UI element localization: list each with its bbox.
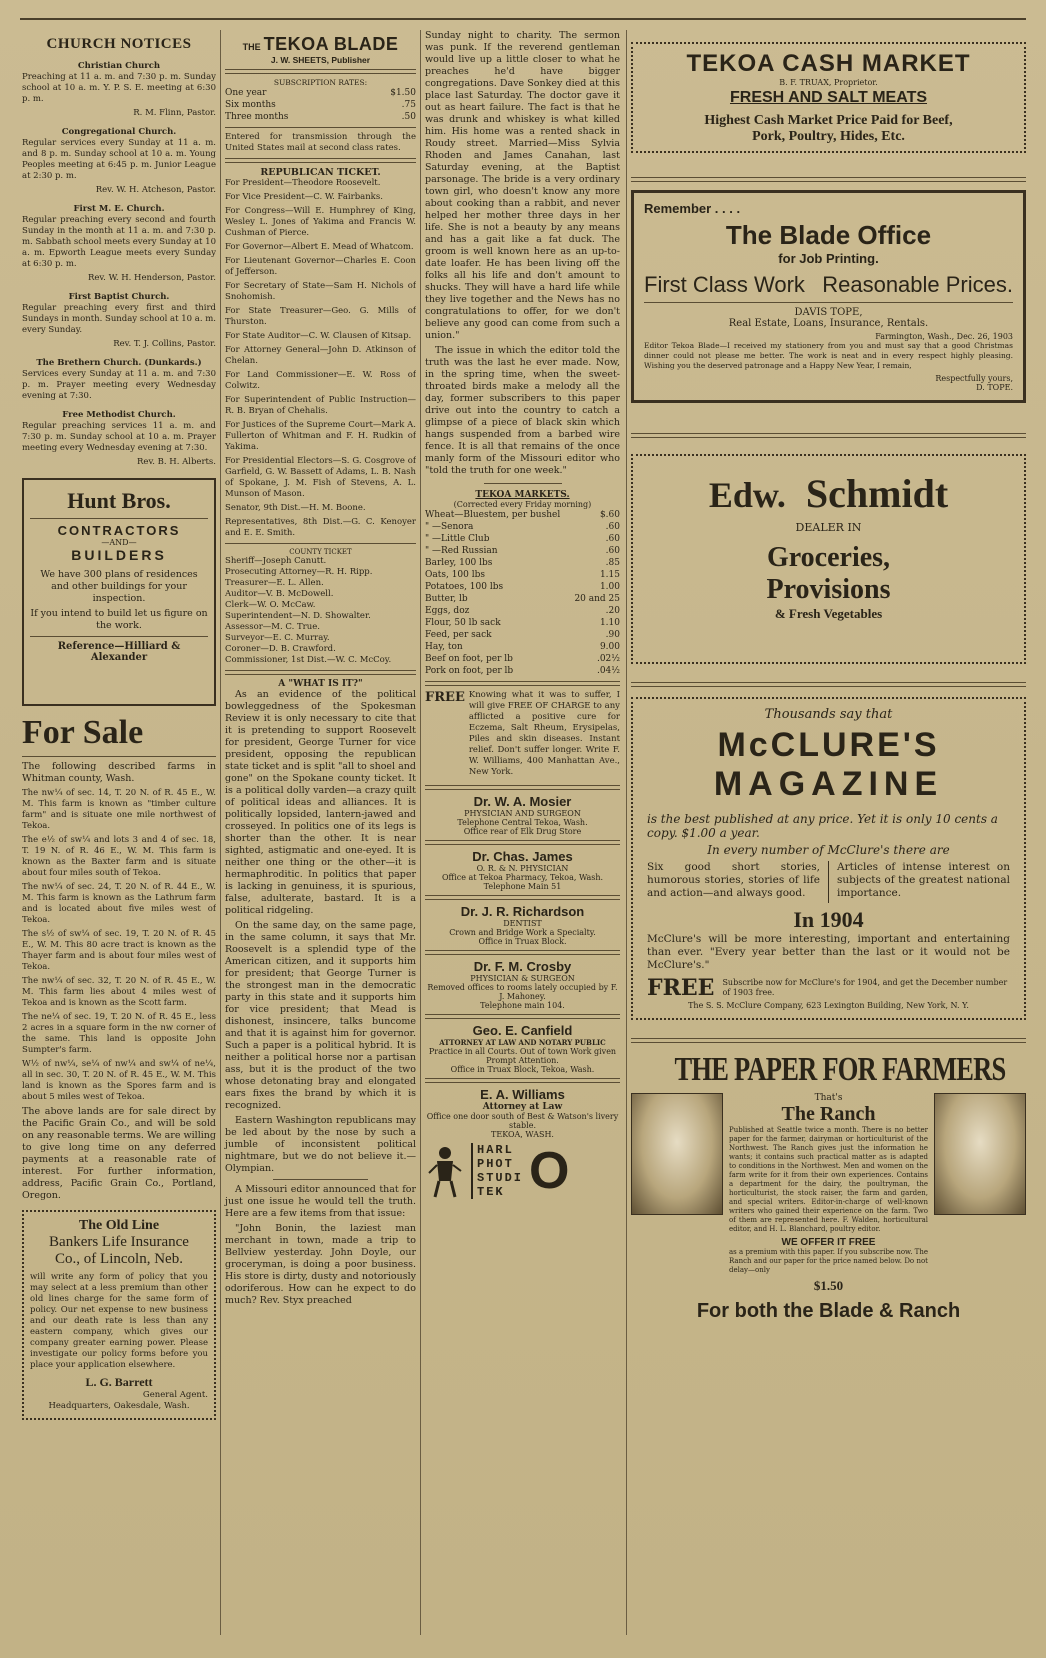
market-row xyxy=(425,581,620,593)
hunt-builders: BUILDERS xyxy=(71,547,167,563)
market-item: Eggs, doz xyxy=(425,606,470,616)
county-line: Prosecuting Attorney—R. H. Ripp. xyxy=(225,567,373,577)
card-line: Crown and Bridge Work a Specialty. xyxy=(449,928,596,937)
card-line: Practice in all Courts. Out of town Work given Prompt Attention. xyxy=(428,1047,617,1065)
church-pastor: Rev. T. J. Collins, Pastor. xyxy=(113,339,216,349)
for-sale-item: W½ of nw¼, se¼ of nw¼ and sw¼ of ne¼, all in sec. 30, T. 20 N. of R. 45 E., W. M. This land is known as the Spores farm and is about 5 miles west of Tekoa. xyxy=(22,1059,216,1102)
divider xyxy=(425,785,620,790)
county-line: Commissioner, 1st Dist.—W. C. McCoy. xyxy=(225,655,392,665)
church-name: Congregational Church. xyxy=(61,127,177,137)
masthead-title: TEKOA BLADE xyxy=(263,34,399,54)
market-row xyxy=(425,617,620,629)
ticket-line: For State Treasurer—Geo. G. Mills of Thurston. xyxy=(225,306,416,327)
column-3 xyxy=(420,30,620,1635)
divider xyxy=(631,433,1026,438)
ticket-line: For Congress—Will E. Humphrey of King, Wesley L. Jones of Yakima and Francis W. Cushman of Pierce. xyxy=(225,206,416,238)
masthead-the: THE xyxy=(242,42,261,52)
photo-line: STUDI xyxy=(477,1171,524,1185)
article-paragraph: Sunday night to charity. The sermon was punk. If the reverend gentleman would live up a little closer to what he preaches he'd have bigger congregations. Dave Sonkey died at this place last Saturday. The doctor gave it out as heart failure. The fact is that he was drunk and whiskey is what killed him. His home was a rented shack in Roudy street. Married—Miss Sylvia Rhoden and James Canahan, last Saturday evening, at the Baptist parsonage. The bride is a very ordinary town girl, who doesn't know any more about cooking than a rabbit, and never helped her mother three days in her life. She is not a beauty by any means and has a gait like a fat duck. The groom is well known here as an up-to-date loafer. He has been living off the folks all his life and don't amount to shucks. They will have a hard life while they live together and the News has no congratulations to offer, for we don't believe any good can come from such a union." xyxy=(425,30,620,341)
schmidt-vegetables: & Fresh Vegetables xyxy=(774,606,883,621)
photo-line: HARL xyxy=(477,1143,514,1157)
for-sale-list xyxy=(22,788,216,1103)
rates-title: SUBSCRIPTION RATES: xyxy=(273,78,368,87)
for-sale-intro: The following described farms in Whitman county, Wash. xyxy=(22,761,216,784)
market-item: " —Red Russian xyxy=(425,546,498,556)
cash-market-title: TEKOA CASH MARKET xyxy=(686,50,971,77)
schmidt-dealer: DEALER IN xyxy=(795,521,862,534)
church-name: Free Methodist Church. xyxy=(62,410,176,420)
entered-notice: Entered for transmission through the United States mail at second class rates. xyxy=(225,132,416,153)
market-row xyxy=(425,533,620,545)
ticket-list xyxy=(225,178,416,539)
church-section xyxy=(22,204,216,284)
card-line: Office rear of Elk Drug Store xyxy=(463,827,582,836)
ticket-line: For Secretary of State—Sam H. Nichols of Snohomish. xyxy=(225,281,416,302)
hunt-body-1: We have 300 plans of residences and other buildings for your inspection. xyxy=(40,569,198,604)
article-paragraph: "John Bonin, the laziest man merchant in town, made a trip to Bellview yesterday. John Doyle, our groceryman, is doing a poor business. His store is dirty, dusty and notoriously odoriferous. How can he expect to do much? Rev. Styx preached xyxy=(225,1223,416,1306)
bankers-title-2: Bankers Life Insurance xyxy=(49,1234,189,1250)
church-body: Regular services every Sunday at 11 a. m. and 8 p. m. Sunday school at 10 a. m. Young Peoples meeting at 6:45 p. m. Junior League at 2:30 p. m. xyxy=(22,138,216,181)
divider xyxy=(273,1179,369,1180)
ticket-line: Representatives, 8th Dist.—G. C. Kenoyer and E. E. Smith. xyxy=(225,517,416,538)
photographer-figure-icon xyxy=(425,1143,465,1199)
mcclure-line-1: is the best published at any price. Yet it is only 10 cents a copy. $1.00 a year. xyxy=(647,812,998,840)
divider xyxy=(225,69,416,74)
card-name: Dr. W. A. Mosier xyxy=(473,794,572,809)
ranch-body: Published at Seattle twice a month. There is no better paper for the farmer, dairyman or horticulturist of the Northwest. The Ranch gives just the information he wants; it contains such practical matter as is adapted to conditions in the Northwest. Men and women on the farm write for it from their own experiences. Contains a department for the dairy, the poultryman, the horticulturist, the stock raiser, the farm and garden, and special writers. Editor-in-charge of well-known writers who gained their experience on the farm. Two of them are represented here. F. Walden, horticultural editor, and H. L. Blanchard, poultry editor. xyxy=(729,1126,928,1233)
ticket-line: For Governor—Albert E. Mead of Whatcom. xyxy=(225,242,414,252)
divider xyxy=(425,1014,620,1019)
card-line: O. R. & N. PHYSICIAN xyxy=(476,864,569,873)
ticket-line: For President—Theodore Roosevelt. xyxy=(225,178,381,188)
hunt-bros-title: Hunt Bros. xyxy=(67,488,171,513)
market-item: Oats, 100 lbs xyxy=(425,570,485,580)
markets-table xyxy=(425,509,620,677)
mcclure-feature-left: Six good short stories, humorous stories, stories of life and action—and always good. xyxy=(647,861,820,899)
ranch-text xyxy=(729,1093,928,1294)
portrait-image xyxy=(631,1093,723,1215)
blade-office-slogan xyxy=(644,272,1013,298)
bankers-title-3: Co., of Lincoln, Neb. xyxy=(55,1251,183,1267)
business-card xyxy=(425,1023,620,1083)
schmidt-name xyxy=(643,470,1014,517)
business-card xyxy=(425,959,620,1019)
rate-price: .75 xyxy=(401,100,416,110)
market-price: .04½ xyxy=(596,666,620,676)
bankers-body: will write any form of policy that you may select at a less premium than other old lines charge for the same form of policy. Our net expense to new business and our death rate is less than any eastern company, which gives our company greater earning power. Please investigate our policy forms before you place your application elsewhere. xyxy=(30,1272,208,1370)
for-sale-outro: The above lands are for sale direct by the Pacific Grain Co., and will be sold on any reasonable terms. We are willing to give long time on any deferred payments at a reasonable rate of interest. For further information, address, Pacific Grain Co., Portland, Oregon. xyxy=(22,1106,216,1201)
divider xyxy=(425,840,620,845)
bankers-life-ad xyxy=(22,1210,216,1420)
ticket-line: For Attorney General—John D. Atkinson of Chelan. xyxy=(225,345,416,366)
photo-line: PHOT xyxy=(477,1157,514,1171)
church-section xyxy=(22,358,216,402)
mcclure-address: The S. S. McClure Company, 623 Lexington Building, New York, N. Y. xyxy=(688,1001,969,1010)
card-name: Dr. F. M. Crosby xyxy=(473,959,572,974)
market-row xyxy=(425,629,620,641)
portrait-image xyxy=(934,1093,1026,1215)
market-item: Butter, lb xyxy=(425,594,468,604)
market-price: $.60 xyxy=(599,510,620,520)
mcclure-free-offer xyxy=(647,975,1010,1001)
divider xyxy=(425,681,620,686)
ticket-title: REPUBLICAN TICKET. xyxy=(260,167,381,178)
ranch-offer: WE OFFER IT FREE xyxy=(781,1237,876,1248)
ticket-line: For Land Commissioner—E. W. Ross of Colwitz. xyxy=(225,370,416,391)
photo-line: TEK xyxy=(477,1185,505,1199)
church-name: The Brethern Church. (Dunkards.) xyxy=(36,358,202,368)
blade-office-ad xyxy=(631,190,1026,403)
divider xyxy=(425,950,620,955)
church-name: First M. E. Church. xyxy=(73,204,165,214)
market-price: .60 xyxy=(605,546,620,556)
ticket-line: For Lieutenant Governor—Charles E. Coon of Jefferson. xyxy=(225,256,416,277)
card-line: Removed offices to rooms lately occupied by F. J. Mahoney. xyxy=(427,983,618,1001)
slogan-right: Reasonable Prices. xyxy=(822,272,1013,297)
mcclure-feature-right: Articles of intense interest on subjects of the greatest national importance. xyxy=(837,861,1010,899)
photo-studio-ad xyxy=(425,1143,620,1199)
market-price: .85 xyxy=(605,558,620,568)
rate-label: Six months xyxy=(225,100,276,110)
divider xyxy=(225,158,416,163)
card-line: DENTIST xyxy=(503,919,542,928)
bankers-hq: Headquarters, Oakesdale, Wash. xyxy=(48,1401,190,1411)
card-line: Telephone main 104. xyxy=(480,1001,565,1010)
market-row xyxy=(425,593,620,605)
business-card xyxy=(425,904,620,955)
market-item: Wheat—Bluestem, per bushel xyxy=(425,510,561,520)
tope-name: DAVIS TOPE, xyxy=(794,307,863,318)
blade-office-title: The Blade Office xyxy=(725,220,932,250)
ranch-title: THE PAPER FOR FARMERS xyxy=(674,1051,1006,1088)
ticket-line: For Vice President—C. W. Fairbanks. xyxy=(225,192,383,202)
mcclure-free: FREE xyxy=(647,975,715,1001)
market-item: Beef on foot, per lb xyxy=(425,654,513,664)
church-name: First Baptist Church. xyxy=(68,292,170,302)
county-line: Coroner—D. B. Crawford. xyxy=(225,644,336,654)
divider xyxy=(225,670,416,675)
hunt-body-2: If you intend to build let us figure on the work. xyxy=(30,608,208,631)
rate-row xyxy=(225,111,416,123)
market-row xyxy=(425,509,620,521)
market-price: .60 xyxy=(605,522,620,532)
ticket-line: For Superintendent of Public Instruction—R. B. Bryan of Chehalis. xyxy=(225,395,416,416)
business-card xyxy=(425,849,620,900)
church-pastor: Rev. B. H. Alberts. xyxy=(137,457,216,467)
column-2 xyxy=(220,30,416,1635)
cash-market-line: Highest Cash Market Price Paid for Beef, xyxy=(704,113,953,128)
for-sale-item: The e½ of sw¼ and lots 3 and 4 of sec. 18, T. 19 N. of R. 46 E., W. M. This farm is known as the Baxter farm and is situate about four miles south of Tekoa. xyxy=(22,835,216,878)
tope-signature: D. TOPE. xyxy=(976,383,1013,392)
business-card xyxy=(425,1087,620,1139)
slogan-left: First Class Work xyxy=(644,272,805,297)
divider xyxy=(225,127,416,128)
ticket-line: Senator, 9th Dist.—H. M. Boone. xyxy=(225,503,366,513)
market-row xyxy=(425,545,620,557)
market-price: .60 xyxy=(605,534,620,544)
church-name: Christian Church xyxy=(77,61,161,71)
card-line: Office at Tekoa Pharmacy, Tekoa, Wash. xyxy=(441,873,604,882)
market-item: Feed, per sack xyxy=(425,630,492,640)
free-text: Knowing what it was to suffer, I will give FREE OF CHARGE to any afflicted a positive cure for Eczema, Salt Rheum, Erysipelas, Piles and skin diseases. Instant relief. Don't suffer longer. Write F. W. Williams, 400 Manhattan Ave., New York. xyxy=(468,690,620,777)
card-line: Office in Truax Block, Tekoa, Wash. xyxy=(450,1065,595,1074)
church-section xyxy=(22,410,216,468)
mcclure-line-2: In every number of McClure's there are xyxy=(707,843,950,857)
divider xyxy=(631,177,1026,182)
blade-remember: Remember . . . . xyxy=(644,201,741,216)
blade-office-subtitle: for Job Printing. xyxy=(778,251,879,266)
church-body: Preaching at 11 a. m. and 7:30 p. m. Sunday school at 10 a. m. Y. P. S. E. meeting at 6:30 p. m. xyxy=(22,72,216,104)
card-name: E. A. Williams xyxy=(480,1087,565,1102)
church-notices-title: CHURCH NOTICES xyxy=(46,36,192,52)
rate-price: $1.50 xyxy=(390,88,416,98)
ticket-line: For State Auditor—C. W. Clausen of Kitsap. xyxy=(225,331,412,341)
top-rule xyxy=(20,18,1026,20)
market-item: " —Senora xyxy=(425,522,474,532)
ticket-line: For Justices of the Supreme Court—Mark A. Fullerton of Whitman and F. H. Rudkin of Yakima. xyxy=(225,420,416,452)
rate-price: .50 xyxy=(401,112,416,122)
church-section xyxy=(22,127,216,196)
card-line: Telephone Main 51 xyxy=(483,882,562,891)
ranch-body-row xyxy=(631,1093,1026,1294)
mcclure-title-1: McCLURE'S xyxy=(717,726,940,764)
for-sale-item: The s½ of sw¼ of sec. 19, T. 20 N. of R. 45 E., W. M. This 80 acre tract is known as the Thayer farm and is about four miles west of Tekoa. xyxy=(22,929,216,972)
mcclure-body: McClure's will be more interesting, important and entertaining than ever. "Every year better than the last or it would not be McClure's." xyxy=(647,933,1010,971)
market-item: Pork on foot, per lb xyxy=(425,666,514,676)
article-paragraph: On the same day, on the same page, in the same column, it says that Mr. Roosevelt is a splendid type of the American citizen, and it supports him for president; that George Turner is the strongest man in the democratic party in this state and it supports him for vice president; that Mead is dishonest, insincere, talks buncome and that it is against him for governor. Such a paper is a political hybrid. It is neither a political horse nor a partisan ass, but it is the product of the two whose detonating bray and elongated ears fixes the brand by which it is recognized. xyxy=(225,920,416,1111)
market-item: " —Little Club xyxy=(425,534,490,544)
mcclure-free-text: Subscribe now for McClure's for 1904, and get the December number of 1903 free. xyxy=(722,978,1008,997)
ranch-thats: That's xyxy=(814,1093,843,1103)
church-notices xyxy=(22,61,216,468)
card-line: Attorney at Law xyxy=(482,1102,563,1112)
rate-label: Three months xyxy=(225,112,289,122)
market-price: 1.15 xyxy=(599,570,620,580)
professional-cards xyxy=(425,794,620,1139)
hunt-contractors: CONTRACTORS xyxy=(57,523,181,538)
cash-market-proprietor: B. F. TRUAX, Proprietor. xyxy=(779,78,878,87)
card-line: TEKOA, WASH. xyxy=(491,1130,554,1139)
divider xyxy=(631,682,1026,687)
market-item: Potatoes, 100 lbs xyxy=(425,582,504,592)
business-card xyxy=(425,794,620,845)
divider xyxy=(425,1078,620,1083)
article-paragraph: A Missouri editor announced that for just one issue he would tell the truth. Here are a few items from that issue: xyxy=(225,1184,416,1219)
market-row xyxy=(425,641,620,653)
tope-close: Respectfully yours, xyxy=(935,374,1013,383)
tope-dateline: Farmington, Wash., Dec. 26, 1903 xyxy=(875,332,1013,341)
card-line: Telephone Central Tekoa, Wash. xyxy=(457,818,588,827)
column-1 xyxy=(22,30,216,1635)
bankers-title-1: The Old Line xyxy=(78,1218,160,1233)
county-line: Assessor—M. C. True. xyxy=(225,622,320,632)
divider xyxy=(22,756,216,757)
cash-market-subtitle: FRESH AND SALT MEATS xyxy=(729,89,928,106)
market-row xyxy=(425,665,620,677)
cash-market-ad xyxy=(631,42,1026,153)
ranch-both: For both the Blade & Ranch xyxy=(696,1300,961,1322)
bankers-agent: L. G. Barrett xyxy=(85,1375,153,1389)
mcclure-ad xyxy=(631,697,1026,1020)
ranch-ad xyxy=(631,1051,1026,1323)
free-label: FREE xyxy=(425,690,465,705)
schmidt-first: Edw. xyxy=(708,475,786,515)
rate-row xyxy=(225,87,416,99)
county-list xyxy=(225,556,416,666)
divider xyxy=(828,861,829,903)
card-line: PHYSICIAN AND SURGEON xyxy=(464,809,581,818)
county-line: Surveyor—E. C. Murray. xyxy=(225,633,330,643)
market-item: Flour, 50 lb sack xyxy=(425,618,501,628)
church-body: Regular preaching every first and third Sundays in month. Sunday school at 10 a. m. every Sunday. xyxy=(22,303,216,335)
cash-market-line: Pork, Poultry, Hides, Etc. xyxy=(752,129,905,144)
card-line: ATTORNEY AT LAW AND NOTARY PUBLIC xyxy=(439,1038,606,1047)
market-price: .02½ xyxy=(596,654,620,664)
divider xyxy=(225,543,416,544)
market-price: .20 xyxy=(605,606,620,616)
for-sale-title: For Sale xyxy=(22,714,144,751)
divider xyxy=(30,636,208,637)
county-title: COUNTY TICKET xyxy=(289,548,352,556)
tope-letter: Editor Tekoa Blade—I received my stationery from you and must say that a good Christmas dinner could not please me better. The work is neat and in every respect highly pleasing. Wishing you the deserved patronage and a Happy New Year, I remain, xyxy=(644,341,1013,370)
market-price: 9.00 xyxy=(599,642,620,652)
market-item: Hay, ton xyxy=(425,642,463,652)
mcclure-features xyxy=(647,861,1010,903)
schmidt-groceries: Groceries, xyxy=(766,542,891,573)
photo-big-letter: O xyxy=(529,1142,570,1200)
rate-row xyxy=(225,99,416,111)
ranch-name: The Ranch xyxy=(781,1103,876,1125)
county-line: Sheriff—Joseph Canutt. xyxy=(225,556,327,566)
for-sale-item: The nw¼ of sec. 32, T. 20 N. of R. 45 E., W. M. This farm lies about 4 miles west of Tekoa and is known as the Scott farm. xyxy=(22,976,216,1008)
schmidt-last: Schmidt xyxy=(805,471,949,516)
county-line: Treasurer—E. L. Allen. xyxy=(225,578,324,588)
for-sale-item: The ne¼ of sec. 19, T. 20 N. of R. 45 E., less 2 acres in a square form in the nw corner of the same. This land is opposite John Sumpter's farm. xyxy=(22,1012,216,1055)
card-line: PHYSICIAN & SURGEON xyxy=(470,974,575,983)
bankers-agent-title: General Agent. xyxy=(142,1390,208,1400)
article-paragraph: As an evidence of the political bowleggedness of the Spokesman Review it is only necessary to cite that it is pretending to support Roosevelt for president, George Turner for vice president, opposing the republican state ticket and is split "all to shoel and gone" on the Spokane county ticket. It is a political dolly varden—a crazy quilt of political ideas and alliances. It is politically lopsided, lantern-jawed and crosseyed. In politics one of its legs is shorter than the other. It is near sighted, astigmatic and one-eyed. It is neither one thing or the other—it is hermaphroditic. In politics that paper is lacking in genuiness, it is spurious, false, adulterate, bastard. It is a political ridgeling. xyxy=(225,689,416,916)
masthead xyxy=(225,34,416,55)
free-cure-ad xyxy=(425,690,620,781)
card-name: Dr. Chas. James xyxy=(472,849,573,864)
church-body: Services every Sunday at 11 a. m. and 7:30 p. m. Prayer meeting every Wednesday evening at 7:30. xyxy=(22,369,216,401)
article-paragraph: Eastern Washington republicans may be led about by the nose by such a jumble of inconsistent political nightmare, but we do not believe it.—Olympian. xyxy=(225,1115,416,1174)
divider xyxy=(484,483,562,484)
photo-studio-text xyxy=(471,1143,523,1199)
for-sale-item: The nw¼ of sec. 14, T. 20 N. of R. 45 E., W. M. This farm is known as "timber culture farm" and is situate one mile northwest of Tekoa. xyxy=(22,788,216,831)
card-line: Office in Truax Block. xyxy=(478,937,567,946)
divider xyxy=(30,518,208,519)
church-pastor: R. M. Flinn, Pastor. xyxy=(133,108,216,118)
card-line: Office one door south of Best & Watson's livery stable. xyxy=(426,1112,619,1130)
mcclure-title-2: MAGAZINE xyxy=(713,765,944,803)
card-name: Dr. J. R. Richardson xyxy=(460,904,585,919)
church-section xyxy=(22,61,216,119)
church-pastor: Rev. W. H. Henderson, Pastor. xyxy=(87,273,216,283)
church-section xyxy=(22,292,216,350)
schmidt-ad xyxy=(631,454,1026,664)
divider xyxy=(425,895,620,900)
church-body: Regular preaching every second and fourth Sunday in the month at 11 a. m. and 7:30 p. m. Sabbath school meets every Sunday at 10 a. m. Epworth League meets every Sunday at 6:30 p. m. xyxy=(22,215,216,269)
market-row xyxy=(425,557,620,569)
divider xyxy=(631,1038,1026,1043)
hunt-reference: Reference—Hilliard & Alexander xyxy=(57,641,181,663)
market-price: 1.10 xyxy=(599,618,620,628)
rate-label: One year xyxy=(225,88,267,98)
hunt-bros-ad xyxy=(22,478,216,706)
what-is-it-title: A "WHAT IS IT?" xyxy=(278,679,363,689)
market-row xyxy=(425,569,620,581)
ranch-offer-text: as a premium with this paper. If you subscribe now. The Ranch and our paper for the price named below. Do not delay—only xyxy=(729,1248,928,1274)
church-body: Regular preaching services 11 a. m. and 7:30 p. m. Sunday school at 10 a. m. Prayer meeting every Wednesday evening at 7:30. xyxy=(22,421,216,453)
market-item: Barley, 100 lbs xyxy=(425,558,493,568)
market-price: 1.00 xyxy=(599,582,620,592)
county-line: Superintendent—N. D. Showalter. xyxy=(225,611,371,621)
ranch-price: $1.50 xyxy=(813,1278,844,1293)
publisher: J. W. SHEETS, Publisher xyxy=(270,55,371,65)
market-row xyxy=(425,653,620,665)
markets-subtitle: (Corrected every Friday morning) xyxy=(453,500,592,509)
mcclure-year: In 1904 xyxy=(793,907,864,932)
schmidt-provisions: Provisions xyxy=(766,574,891,605)
market-row xyxy=(425,521,620,533)
column-4 xyxy=(626,30,1026,1635)
church-pastor: Rev. W. H. Atcheson, Pastor. xyxy=(95,185,216,195)
hunt-and: —AND— xyxy=(101,538,137,547)
mcclure-top: Thousands say that xyxy=(764,707,893,722)
article-paragraph: The issue in which the editor told the truth was the last he ever made. Now, in the spring time, when the sweet-throated birds make a melody all the day, former subscribers to this paper drive out into the country to catch a glimpse of a piece of black skin which hangs suspended from a barbed wire fence. It is all that remains of the once manly form of the Missouri editor who "told the truth for one week." xyxy=(425,345,620,476)
divider xyxy=(644,302,1013,303)
ticket-line: For Presidential Electors—S. G. Cosgrove of Garfield, G. W. Bassett of Adams, L. B. Nash of Spokane, J. M. Fish of Stevens, A. L. Munson of Mason. xyxy=(225,456,416,499)
for-sale-item: The nw¼ of sec. 24, T. 20 N. of R. 44 E., W. M. This farm is known as the Lathrum farm and is located about five miles west of Tekoa. xyxy=(22,882,216,925)
county-line: Clerk—W. O. McCaw. xyxy=(225,600,316,610)
markets-title: TEKOA MARKETS. xyxy=(475,490,570,500)
market-row xyxy=(425,605,620,617)
county-line: Auditor—V. B. McDowell. xyxy=(225,589,334,599)
market-price: .90 xyxy=(605,630,620,640)
card-name: Geo. E. Canfield xyxy=(472,1023,573,1038)
tope-business: Real Estate, Loans, Insurance, Rentals. xyxy=(728,318,929,329)
market-price: 20 and 25 xyxy=(574,594,620,604)
